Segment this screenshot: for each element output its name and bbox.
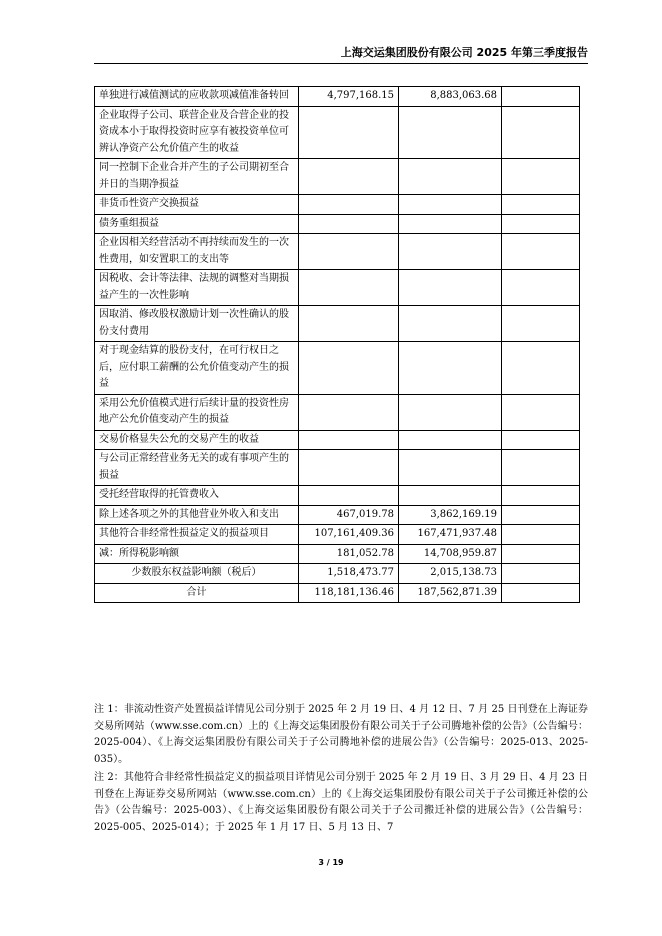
table-row (95, 234, 580, 270)
note-cell (502, 342, 580, 395)
table-row (95, 430, 580, 450)
item-cell: 非货币性资产交换损益 (95, 195, 299, 215)
note-cell (502, 505, 580, 525)
note-cell (502, 450, 580, 486)
ytd-cell (399, 214, 502, 234)
note-cell (502, 430, 580, 450)
current-period-cell: 4,797,168.15 (299, 87, 399, 107)
tax-label: 减：所得税影响额 (95, 544, 299, 564)
note-1: 注 1：非流动性资产处置损益详情见公司分别于 2025 年 2 月 19 日、4 月 12 日、7 月 25 日刊登在上海证券交易所网站（www.sse.com.cn）上的《上海交运集团股份有限公司关于子公司腾地补偿的公告》（公告编号：2025-004）、《上海交运集团股份有限公司关于子公司腾地补偿的进展公告》（公告编号：2025-013、2025-035）。 (94, 704, 588, 765)
ytd-cell: 8,883,063.68 (399, 87, 502, 107)
item-cell: 因税收、会计等法律、法规的调整对当期损益产生的一次性影响 (95, 270, 299, 306)
current-period-cell (299, 106, 399, 159)
total-ytd: 187,562,871.39 (399, 583, 502, 603)
item-cell: 交易价格显失公允的交易产生的收益 (95, 430, 299, 450)
current-period-cell: 467,019.78 (299, 505, 399, 525)
table-row (95, 87, 580, 107)
minority-ytd: 2,015,138.73 (399, 564, 502, 584)
tax-row (95, 544, 580, 564)
table-row (95, 195, 580, 215)
current-period-cell (299, 270, 399, 306)
table-row (95, 106, 580, 159)
item-cell: 单独进行减值测试的应收款项减值准备转回 (95, 87, 299, 107)
item-cell: 对于现金结算的股份支付，在可行权日之后，应付职工薪酬的公允价值变动产生的损益 (95, 342, 299, 395)
total-label: 合计 (95, 583, 299, 603)
table-row (95, 214, 580, 234)
note-cell (502, 87, 580, 107)
item-cell: 受托经营取得的托管费收入 (95, 486, 299, 506)
current-period-cell (299, 234, 399, 270)
ytd-cell (399, 486, 502, 506)
current-period-cell (299, 342, 399, 395)
non-recurring-gains-table (94, 86, 580, 603)
item-cell: 同一控制下企业合并产生的子公司期初至合并日的当期净损益 (95, 159, 299, 195)
note-cell (502, 214, 580, 234)
ytd-cell (399, 450, 502, 486)
ytd-cell (399, 306, 502, 342)
item-cell: 企业因相关经营活动不再持续而发生的一次性费用，如安置职工的支出等 (95, 234, 299, 270)
note-cell (502, 525, 580, 545)
current-period-cell (299, 159, 399, 195)
page-number: 3 / 19 (318, 858, 344, 867)
item-cell: 其他符合非经常性损益定义的损益项目 (95, 525, 299, 545)
note-2: 注 2：其他符合非经常性损益定义的损益项目详情见公司分别于 2025 年 2 月 19 日、3 月 29 日、4 月 23 日刊登在上海证券交易所网站（www.sse.com.cn）上的《上海交运集团股份有限公司关于子公司搬迁补偿的公告》（公告编号：2025-003）、《上海交运集团股份有限公司关于子公司搬迁补偿的进展公告》（公告编号：2025-005、2025-014）；于 2025 年 1 月 17 日、5 月 13 日、7 (94, 772, 588, 833)
note-cell (502, 486, 580, 506)
tax-current: 181,052.78 (299, 544, 399, 564)
ytd-cell (399, 234, 502, 270)
current-period-cell (299, 394, 399, 430)
minority-label: 少数股东权益影响额（税后） (95, 564, 299, 584)
item-cell: 除上述各项之外的其他营业外收入和支出 (95, 505, 299, 525)
current-period-cell (299, 486, 399, 506)
table-row (95, 270, 580, 306)
ytd-cell (399, 270, 502, 306)
note-cell (502, 270, 580, 306)
minority-note (502, 564, 580, 584)
table-row (95, 450, 580, 486)
note-cell (502, 306, 580, 342)
current-period-cell (299, 214, 399, 234)
current-period-cell (299, 450, 399, 486)
table-row (95, 342, 580, 395)
table-row (95, 394, 580, 430)
table-row (95, 159, 580, 195)
notes-section (94, 702, 588, 838)
note-cell (502, 106, 580, 159)
ytd-cell (399, 430, 502, 450)
note-cell (502, 394, 580, 430)
table-row (95, 505, 580, 525)
note-cell (502, 195, 580, 215)
ytd-cell (399, 394, 502, 430)
ytd-cell: 167,471,937.48 (399, 525, 502, 545)
item-cell: 债务重组损益 (95, 214, 299, 234)
tax-note (502, 544, 580, 564)
item-cell: 采用公允价值模式进行后续计量的投资性房地产公允价值变动产生的损益 (95, 394, 299, 430)
total-row (95, 583, 580, 603)
table-row (95, 486, 580, 506)
minority-row (95, 564, 580, 584)
item-cell: 因取消、修改股权激励计划一次性确认的股份支付费用 (95, 306, 299, 342)
ytd-cell (399, 342, 502, 395)
total-note (502, 583, 580, 603)
note-cell (502, 234, 580, 270)
table-row (95, 525, 580, 545)
minority-current: 1,518,473.77 (299, 564, 399, 584)
current-period-cell: 107,161,409.36 (299, 525, 399, 545)
current-period-cell (299, 306, 399, 342)
ytd-cell (399, 159, 502, 195)
note-cell (502, 159, 580, 195)
item-cell: 企业取得子公司、联营企业及合营企业的投资成本小于取得投资时应享有被投资单位可辨认净资产公允价值产生的收益 (95, 106, 299, 159)
current-period-cell (299, 195, 399, 215)
tax-ytd: 14,708,959.87 (399, 544, 502, 564)
ytd-cell (399, 106, 502, 159)
current-period-cell (299, 430, 399, 450)
item-cell: 与公司正常经营业务无关的或有事项产生的损益 (95, 450, 299, 486)
table-row (95, 306, 580, 342)
total-current: 118,181,136.46 (299, 583, 399, 603)
ytd-cell (399, 195, 502, 215)
page-header: 上海交运集团股份有限公司 2025 年第三季度报告 (94, 44, 588, 64)
ytd-cell: 3,862,169.19 (399, 505, 502, 525)
